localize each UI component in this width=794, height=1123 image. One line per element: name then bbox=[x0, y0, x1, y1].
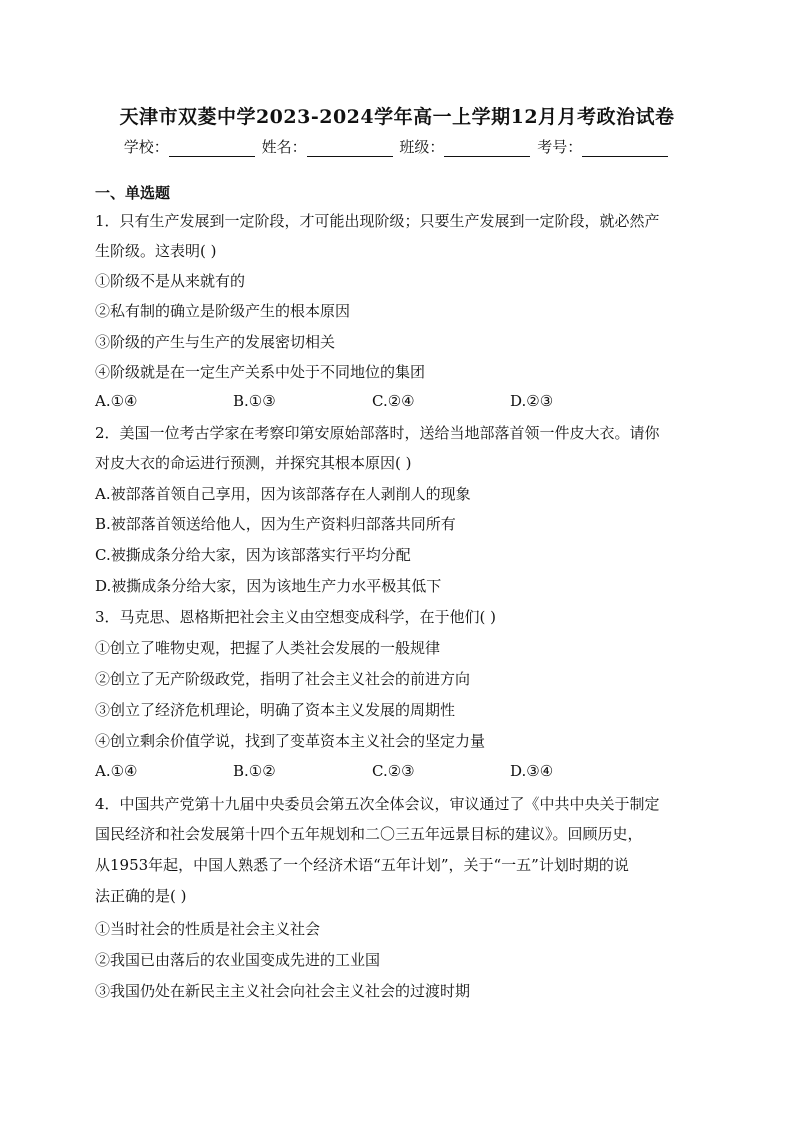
q1-statement-1: ①阶级不是从来就有的 bbox=[95, 272, 246, 290]
school-label: 学校： bbox=[123, 138, 169, 156]
q1-statement-2: ②私有制的确立是阶级产生的根本原因 bbox=[95, 302, 351, 320]
q2-choice-d[interactable]: D.被撕成条分给大家，因为该地生产力水平极其低下 bbox=[95, 577, 442, 595]
number-label: 考号： bbox=[537, 138, 583, 156]
q4-stem-line-1: 4．中国共产党第十九届中央委员会第五次全体会议，审议通过了《中共中央关于制定 bbox=[95, 795, 660, 813]
student-info-row bbox=[0, 136, 794, 157]
q1-option-b[interactable]: B.①③ bbox=[233, 392, 276, 410]
q2-stem-line-2: 对皮大衣的命运进行预测，并探究其根本原因( ) bbox=[95, 454, 412, 472]
q3-option-a[interactable]: A.①④ bbox=[95, 762, 138, 780]
q4-stem-line-3: 从1953年起，中国人熟悉了一个经济术语“五年计划”，关于“一五”计划时期的说 bbox=[95, 856, 629, 874]
q2-stem-line-1: 2．美国一位考古学家在考察印第安原始部落时，送给当地部落首领一件皮大衣。请你 bbox=[95, 424, 660, 442]
q3-statement-1: ①创立了唯物史观，把握了人类社会发展的一般规律 bbox=[95, 639, 441, 657]
q1-stem-line-2: 生阶级。这表明( ) bbox=[95, 242, 217, 260]
q3-option-c[interactable]: C.②③ bbox=[372, 762, 415, 780]
q2-choice-a[interactable]: A.被部落首领自己享用，因为该部落存在人剥削人的现象 bbox=[95, 485, 471, 503]
q4-statement-3: ③我国仍处在新民主主义社会向社会主义社会的过渡时期 bbox=[95, 982, 471, 1000]
q3-option-d[interactable]: D.③④ bbox=[510, 762, 554, 780]
q4-statement-1: ①当时社会的性质是社会主义社会 bbox=[95, 920, 321, 938]
q1-option-d[interactable]: D.②③ bbox=[510, 392, 554, 410]
name-label: 姓名： bbox=[261, 138, 307, 156]
q2-choice-b[interactable]: B.被部落首领送给他人，因为生产资料归部落共同所有 bbox=[95, 515, 456, 533]
q3-stem-line-1: 3．马克思、恩格斯把社会主义由空想变成科学，在于他们( ) bbox=[95, 608, 497, 626]
name-blank[interactable] bbox=[307, 142, 393, 157]
q1-option-a[interactable]: A.①④ bbox=[95, 392, 138, 410]
class-label: 班级： bbox=[399, 138, 445, 156]
q1-option-c[interactable]: C.②④ bbox=[372, 392, 415, 410]
q2-choice-c[interactable]: C.被撕成条分给大家，因为该部落实行平均分配 bbox=[95, 546, 411, 564]
q3-statement-4: ④创立剩余价值学说，找到了变革资本主义社会的坚定力量 bbox=[95, 732, 486, 750]
section-heading: 一、单选题 bbox=[95, 184, 171, 202]
q1-statement-3: ③阶级的产生与生产的发展密切相关 bbox=[95, 333, 336, 351]
q3-option-b[interactable]: B.①② bbox=[233, 762, 276, 780]
q3-statement-2: ②创立了无产阶级政党，指明了社会主义社会的前进方向 bbox=[95, 670, 471, 688]
class-blank[interactable] bbox=[444, 142, 530, 157]
q1-statement-4: ④阶级就是在一定生产关系中处于不同地位的集团 bbox=[95, 363, 426, 381]
q3-statement-3: ③创立了经济危机理论，明确了资本主义发展的周期性 bbox=[95, 701, 456, 719]
q4-stem-line-4: 法正确的是( ) bbox=[95, 887, 187, 905]
number-blank[interactable] bbox=[582, 142, 668, 157]
exam-title: 天津市双菱中学2023-2024学年高一上学期12月月考政治试卷 bbox=[119, 106, 675, 128]
q4-stem-line-2: 国民经济和社会发展第十四个五年规划和二〇三五年远景目标的建议》。回顾历史， bbox=[95, 825, 643, 843]
q4-statement-2: ②我国已由落后的农业国变成先进的工业国 bbox=[95, 951, 381, 969]
school-blank[interactable] bbox=[169, 142, 255, 157]
q1-stem-line-1: 1．只有生产发展到一定阶段，才可能出现阶级；只要生产发展到一定阶段，就必然产 bbox=[95, 212, 660, 230]
